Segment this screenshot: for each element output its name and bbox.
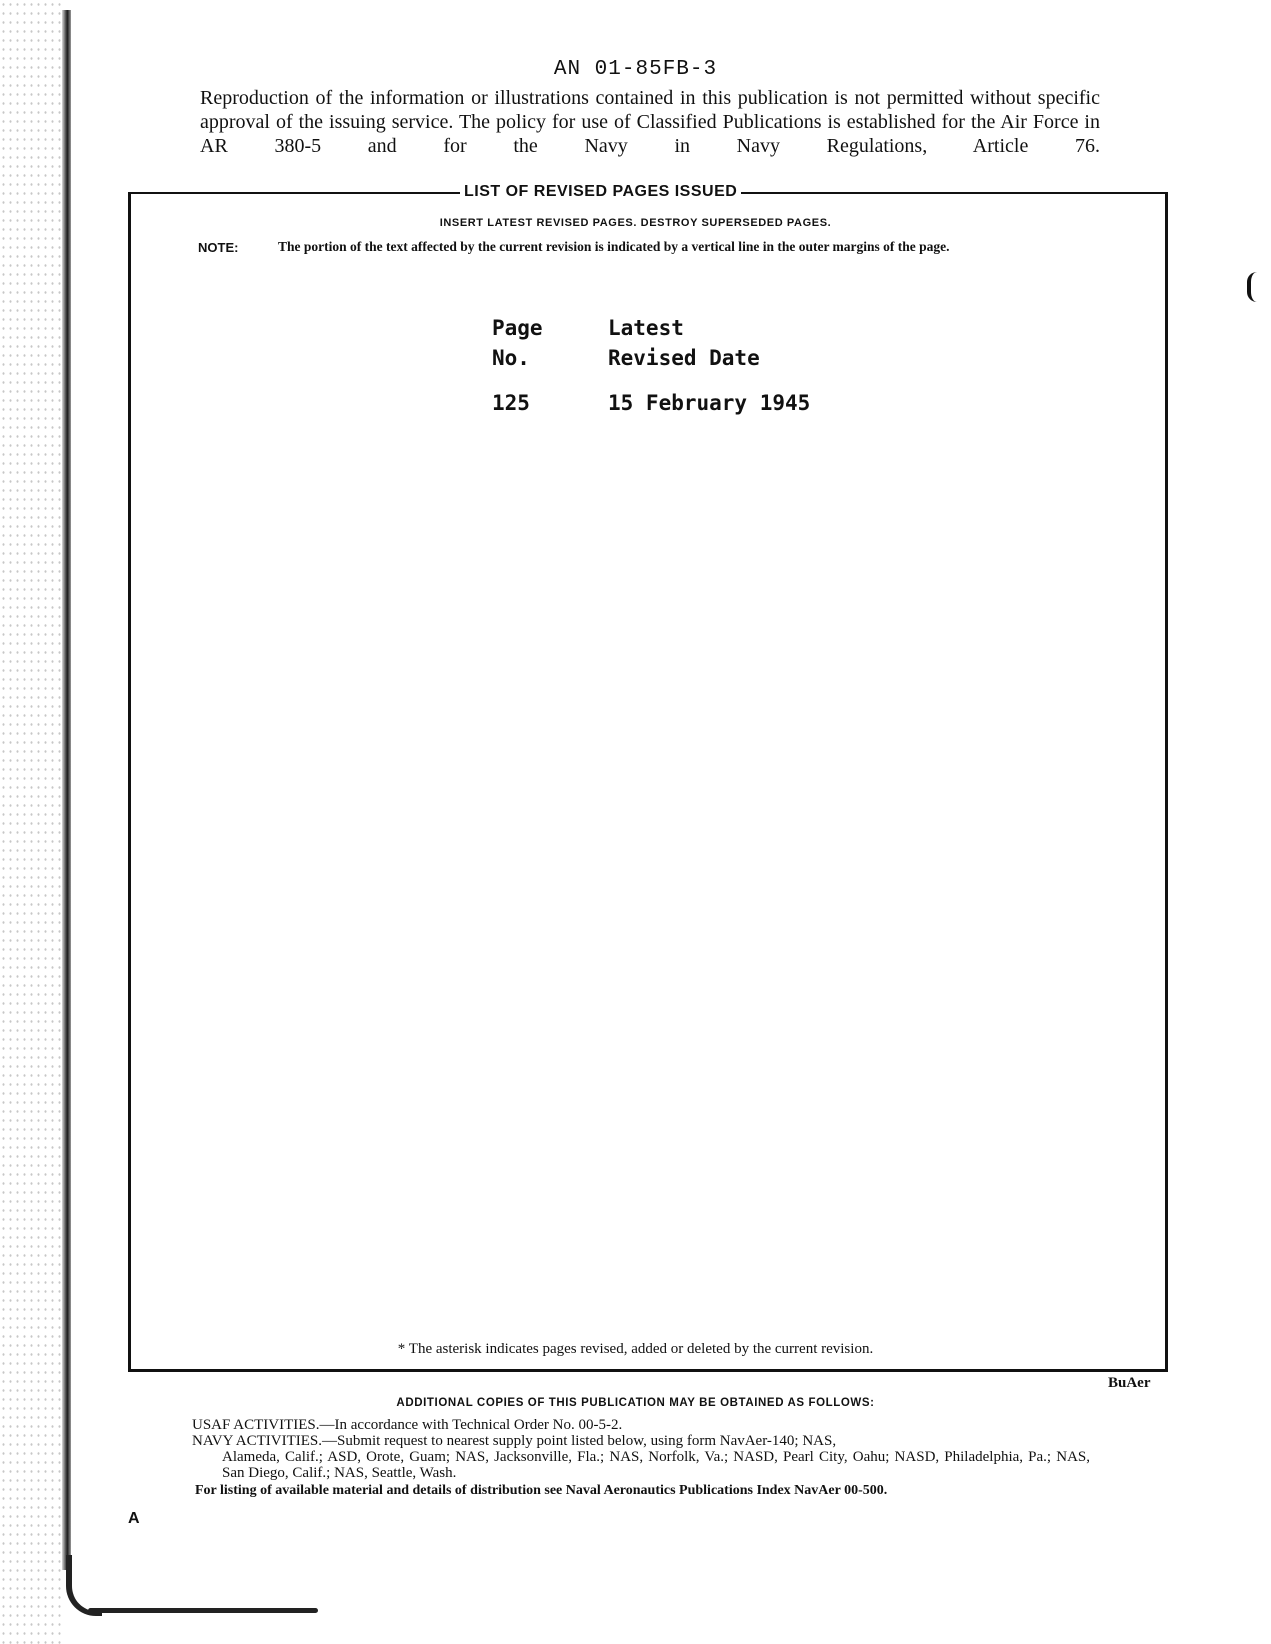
navy-activities: [192, 1433, 1090, 1481]
table-row-date: 15 February 1945: [608, 391, 811, 415]
buaer-label: BuAer: [1108, 1375, 1151, 1391]
navy-activities-first-line: NAVY ACTIVITIES.—Submit request to nearest supply point listed below, using form NavAer-140; NAS,: [192, 1433, 837, 1449]
publication-number: AN 01-85FB-3: [553, 58, 718, 81]
revised-pages-title: LIST OF REVISED PAGES ISSUED: [460, 183, 741, 201]
navy-activities-continuation: Alameda, Calif.; ASD, Orote, Guam; NAS, Jacksonville, Fla.; NAS, Norfolk, Va.; NASD, Pearl City, Oahu; NASD, Philadelphia, Pa.; NAS, San Diego, Calif.; NAS, Seattle, Wash.: [222, 1449, 1090, 1481]
usaf-activities: USAF ACTIVITIES.—In accordance with Technical Order No. 00-5-2.: [192, 1417, 623, 1433]
note-text: The portion of the text affected by the current revision is indicated by a vertical line in the outer margins of the page.: [278, 239, 950, 254]
page-letter: A: [128, 1510, 140, 1527]
table-row-page: 125: [492, 391, 530, 415]
column-header-revised-date: Revised Date: [608, 346, 760, 370]
additional-copies-title: ADDITIONAL COPIES OF THIS PUBLICATION MAY BE OBTAINED AS FOLLOWS:: [396, 1397, 875, 1409]
binding-corner: [66, 1555, 102, 1616]
asterisk-note: * The asterisk indicates pages revised, added or deleted by the current revision.: [397, 1341, 874, 1357]
note-label: NOTE:: [198, 240, 239, 255]
distribution-listing: For listing of available material and details of distribution see Naval Aeronautics Publications Index NavAer 00-500.: [195, 1483, 888, 1498]
margin-mark: [1247, 272, 1259, 302]
column-header-page: Page: [492, 316, 543, 340]
binding-line: [62, 10, 71, 1570]
revised-pages-instruction: INSERT LATEST REVISED PAGES. DESTROY SUPERSEDED PAGES.: [439, 217, 832, 229]
column-header-no: No.: [492, 346, 530, 370]
column-header-latest: Latest: [608, 316, 684, 340]
binding-bottom-line: [88, 1608, 318, 1613]
reproduction-notice: Reproduction of the information or illustrations contained in this publication is not permitted without specific approval of the issuing service. The policy for use of Classified Publications is established for the Air Force in AR 380-5 and for the Navy in Navy Regulations, Article 76.: [200, 87, 1100, 157]
